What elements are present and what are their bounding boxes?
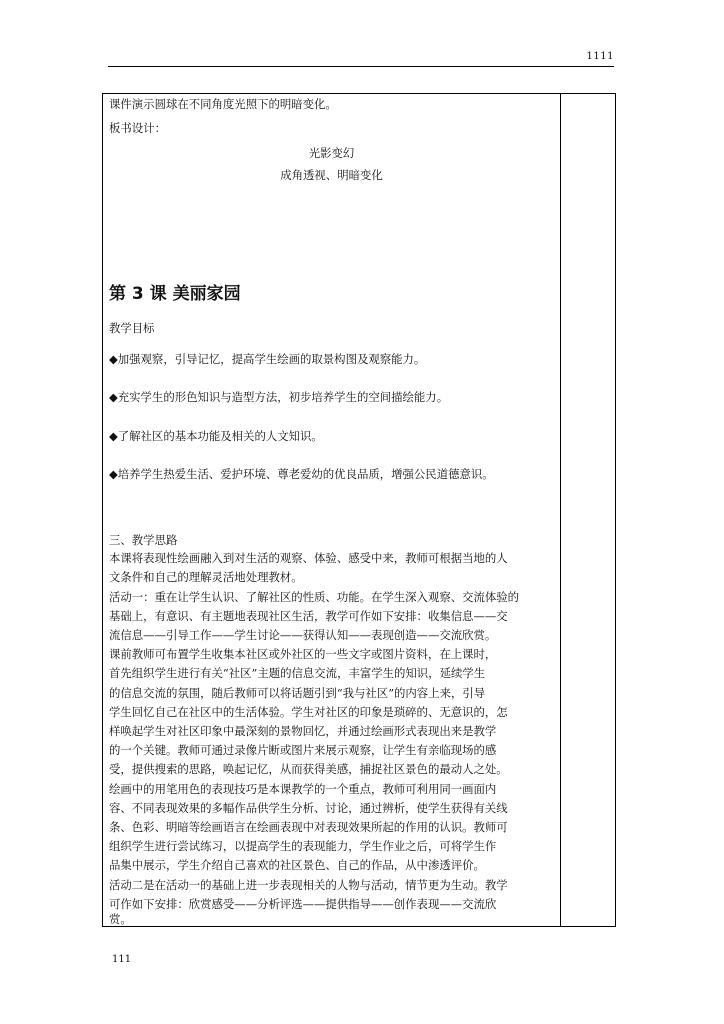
body-line: 首先组织学生进行有关“社区”主题的信息交流，丰富学生的知识，延续学生 <box>109 666 486 680</box>
body-line: 活动二是在活动一的基础上进一步表现相关的人物与活动，情节更为生动。教学 <box>109 878 508 892</box>
lesson-table <box>102 93 616 927</box>
body-line: 品集中展示，学生介绍自己喜欢的社区景色、自己的作品，从中渗透评价。 <box>109 858 485 872</box>
column-divider <box>560 94 561 926</box>
header-page-number: 1111 <box>586 51 614 62</box>
objective-item: ◆培养学生热爱生活、爱护环境、尊老爱幼的优良品质，增强公民道德意识。 <box>109 467 494 481</box>
body-line: 流信息——引导工作——学生讨论——获得认知——表现创造——交流欣赏。 <box>109 628 497 642</box>
body-line: 基础上，有意识、有主题地表现社区生活，教学可作如下安排：收集信息——交 <box>109 609 508 623</box>
body-line: 受，提供搜索的思路，唤起记忆，从而获得美感，捕捉社区景色的最动人之处。 <box>109 762 508 776</box>
section-heading: 三、教学思路 <box>109 533 178 547</box>
body-line: 活动一：重在让学生认识、了解社区的性质、功能。在学生深入观察、交流体验的 <box>109 590 520 604</box>
lesson-title: 第 3 课 美丽家园 <box>109 284 241 304</box>
body-line: 可作如下安排：欣赏感受——分析评选——提供指导——创作表现——交流欣 <box>109 897 497 911</box>
body-line: 学生回忆自己在社区中的生活体验。学生对社区的印象是琐碎的、无意识的，怎 <box>109 705 508 719</box>
body-line: 绘画中的用笔用色的表现技巧是本课教学的一个重点，教师可利用同一画面内 <box>109 782 497 796</box>
board-title: 光影变幻 <box>308 146 355 160</box>
body-line: 样唤起学生对社区印象中最深刻的景物回忆，并通过绘画形式表现出来是教学 <box>109 724 497 738</box>
body-line: 本课将表现性绘画融入到对生活的观察、体验、感受中来，教师可根据当地的人 <box>109 551 508 565</box>
footer-page-number: 111 <box>112 954 132 965</box>
body-line: 组织学生进行尝试练习，以提高学生的表现能力，学生作业之后，可将学生作 <box>109 839 497 853</box>
objective-item: ◆了解社区的基本功能及相关的人文知识。 <box>109 429 323 443</box>
body-line: 课前教师可布置学生收集本社区或外社区的一些文字或图片资料，在上课时， <box>109 647 497 661</box>
objective-item: ◆充实学生的形色知识与造型方法，初步培养学生的空间描绘能力。 <box>109 390 449 404</box>
objectives-heading: 教学目标 <box>109 321 155 335</box>
board-subtitle: 成角透视、明暗变化 <box>280 168 383 182</box>
body-line: 赏。 <box>109 912 132 926</box>
body-line: 条、色彩、明暗等绘画语言在绘画表现中对表现效果所起的作用的认识。教师可 <box>109 820 508 834</box>
header-rule <box>108 66 614 67</box>
body-line: 文条件和自己的理解灵活地处理教材。 <box>109 570 303 584</box>
intro-line: 板书设计： <box>109 121 166 135</box>
objective-item: ◆加强观察，引导记忆，提高学生绘画的取景构图及观察能力。 <box>109 352 426 366</box>
body-line: 的信息交流的氛围，随后教师可以将话题引到“我与社区”的内容上来，引导 <box>109 686 486 700</box>
body-line: 容、不同表现效果的多幅作品供学生分析、讨论，通过辨析，使学生获得有关线 <box>109 801 508 815</box>
intro-line: 课件演示圆球在不同角度光照下的明暗变化。 <box>109 97 337 111</box>
body-line: 的一个关键。教师可通过录像片断或图片来展示观察，让学生有亲临现场的感 <box>109 743 497 757</box>
